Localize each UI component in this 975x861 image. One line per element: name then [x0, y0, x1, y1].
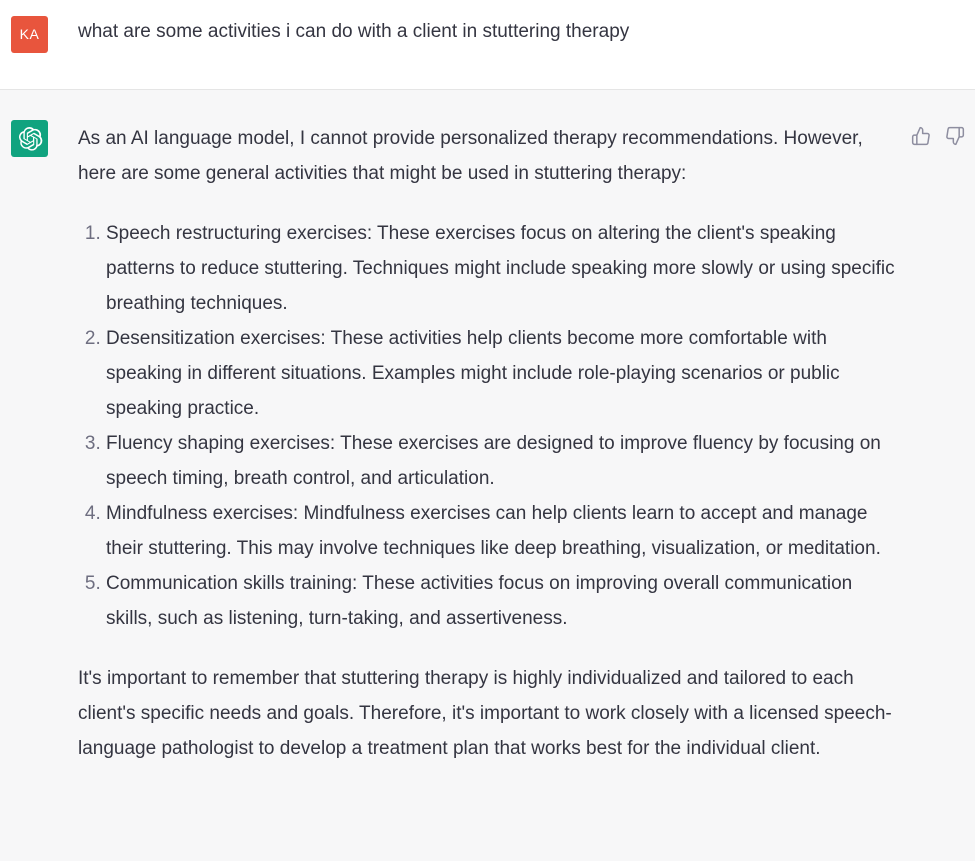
- assistant-message-row: [0, 90, 975, 861]
- thumbs-down-button[interactable]: [945, 126, 965, 146]
- openai-logo-icon: [17, 126, 43, 152]
- list-item: 2. Desensitization exercises: These activities help clients become more comfortable with speaking in different situations. Examples might include role-playing scenarios or public speaking practice.: [106, 321, 898, 426]
- list-item: 4. Mindfulness exercises: Mindfulness exercises can help clients learn to accept and manage their stuttering. This may involve techniques like deep breathing, visualization, or meditation.: [106, 496, 898, 566]
- assistant-intro: As an AI language model, I cannot provide personalized therapy recommendations. However, here are some general activities that might be used in stuttering therapy:: [78, 128, 863, 184]
- list-item: 1. Speech restructuring exercises: These exercises focus on altering the client's speaking patterns to reduce stuttering. Techniques might include speaking more slowly or using specific breathing techniques.: [106, 216, 898, 321]
- user-avatar: KA: [11, 16, 48, 53]
- user-message-row: [0, 0, 975, 90]
- thumbs-up-icon: [911, 126, 931, 146]
- assistant-conclusion: It's important to remember that stuttering therapy is highly individualized and tailored to each client's specific needs and goals. Therefore, it's important to work closely with a licensed speech-language pathologist to develop a treatment plan that works best for the individual client.: [78, 668, 892, 759]
- user-message-text: what are some activities i can do with a client in stuttering therapy: [78, 21, 630, 42]
- list-item: 5. Communication skills training: These activities focus on improving overall communication skills, such as listening, turn-taking, and assertiveness.: [106, 566, 898, 636]
- assistant-avatar: [11, 120, 48, 157]
- activities-list: [78, 216, 898, 636]
- list-item: 3. Fluency shaping exercises: These exercises are designed to improve fluency by focusing on speech timing, breath control, and articulation.: [106, 426, 898, 496]
- feedback-controls: [911, 126, 965, 146]
- assistant-message-content: [78, 121, 898, 766]
- thumbs-down-icon: [945, 126, 965, 146]
- thumbs-up-button[interactable]: [911, 126, 931, 146]
